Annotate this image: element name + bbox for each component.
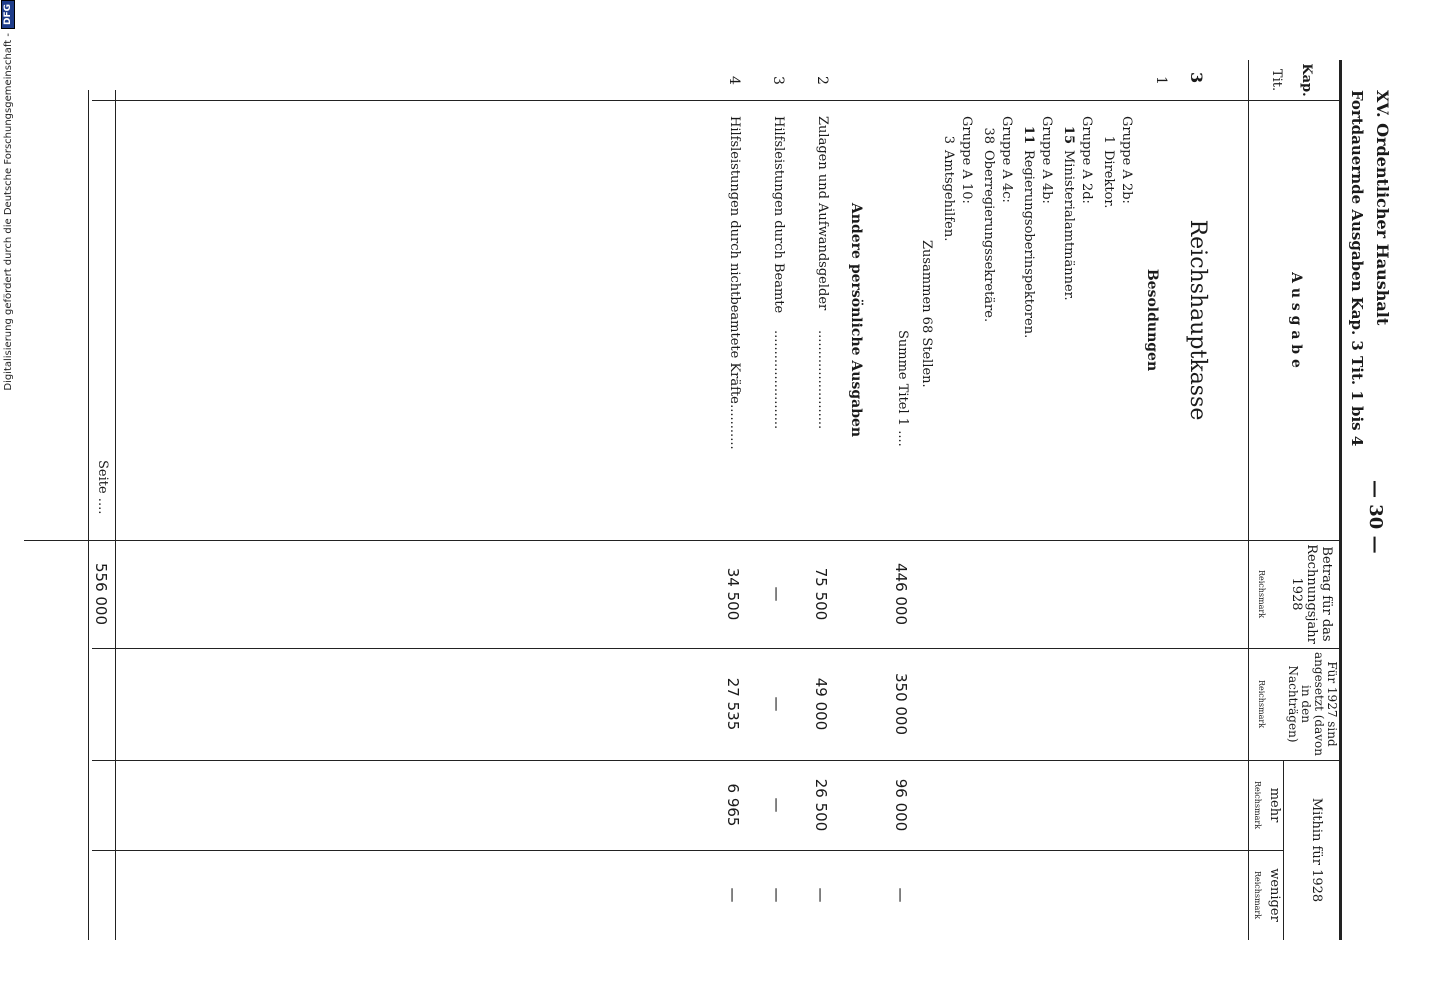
- mithin-header: Mithin für 1928: [1309, 797, 1324, 903]
- group-label: Ministerialamtmänner.: [1061, 150, 1076, 301]
- weniger-header: weniger: [1267, 868, 1282, 922]
- group-count: 11: [1021, 125, 1036, 144]
- weniger-value: —: [724, 887, 742, 903]
- title-label: Hilfsleistungen durch nichtbeamtete Kräfte: [727, 116, 742, 404]
- leader-dots: ........................: [815, 330, 830, 430]
- subtitle-heading: Fortdauernde Ausgaben Kap. 3 Tit. 1 bis 4: [1348, 90, 1366, 447]
- tit-number-1: 1: [1153, 76, 1169, 85]
- seite-top-rule: [115, 90, 116, 940]
- group-label: Amtsgehilfen.: [941, 150, 956, 242]
- group-line: Gruppe A 10:: [959, 116, 974, 204]
- tit-number-2: 2: [814, 76, 830, 85]
- mehr-value: 26 500: [812, 778, 830, 832]
- group-line: Gruppe A 4b:: [1039, 116, 1054, 204]
- mehr-header: mehr: [1267, 787, 1282, 823]
- title-label: Zulagen und Aufwandsgelder: [815, 116, 830, 311]
- group-label: Regierungsoberinspektoren.: [1021, 150, 1036, 339]
- mehr-currency: Reichsmark: [1253, 780, 1262, 830]
- ausgabe-header: A u s g a b e: [1288, 272, 1304, 368]
- angesetzt-value: 49 000: [812, 677, 830, 731]
- group-line: Gruppe A 2b:: [1119, 116, 1134, 204]
- header-bottom-rule: [1248, 60, 1249, 940]
- mehr-column-rule: [92, 850, 1284, 851]
- chapter-title: Reichshauptkasse: [1185, 219, 1210, 421]
- footer-credit: [0, 0, 16, 1000]
- group-label: Oberregierungssekretäre.: [981, 150, 996, 323]
- mehr-value: —: [768, 797, 786, 813]
- volume-heading: XV. Ordentlicher Haushalt: [1373, 90, 1392, 326]
- group-count: 1: [1101, 135, 1116, 144]
- section-besoldungen: Besoldungen: [1144, 268, 1160, 372]
- angesetzt-header: Für 1927 sind angesetzt (davon in den Nachträgen): [1286, 652, 1339, 756]
- betrag-value: 446 000: [892, 562, 910, 626]
- mehr-value: 6 965: [724, 783, 742, 827]
- betrag-value: 34 500: [724, 567, 742, 621]
- kap-header: Kap.: [1299, 63, 1314, 97]
- group-count: 38: [981, 127, 996, 144]
- tit-header: Tit.: [1269, 68, 1284, 92]
- section-andere: Andere persönliche Ausgaben: [848, 202, 864, 438]
- betrag-value: 75 500: [812, 567, 830, 621]
- footer-text: Digitalisierung gefördert durch die Deutsche Forschungsgemeinschaft -: [2, 33, 14, 391]
- group-line: Gruppe A 2d:: [1079, 116, 1094, 204]
- title-label: Hilfsleistungen durch Beamte: [771, 116, 786, 314]
- tit-number-3: 3: [770, 76, 786, 85]
- tit-number-4: 4: [726, 76, 742, 85]
- dfg-logo: DFG: [1, 0, 15, 29]
- group-line: Gruppe A 4c:: [999, 116, 1014, 203]
- betrag-currency: Reichsmark: [1257, 569, 1266, 619]
- page-bottom-rule: [88, 90, 89, 940]
- seite-betrag: 556 000: [92, 562, 110, 626]
- zusammen-line: Zusammen 68 Stellen.: [919, 240, 934, 388]
- table-top-rule: [1339, 60, 1342, 940]
- betrag-column-rule: [92, 648, 1342, 649]
- weniger-value: —: [812, 887, 830, 903]
- mehr-value: 96 000: [892, 778, 910, 832]
- angesetzt-value: —: [768, 696, 786, 712]
- angesetzt-value: 27 535: [724, 677, 742, 731]
- mithin-split-rule: [1283, 760, 1284, 940]
- leader-dots: ............: [727, 400, 742, 450]
- summe-titel-1: Summe Titel 1 ....: [895, 330, 910, 447]
- group-count: 3: [941, 135, 956, 144]
- weniger-currency: Reichsmark: [1253, 870, 1262, 920]
- leader-dots: ........................: [771, 330, 786, 430]
- betrag-header: Betrag für das Rechnungsjahr 1928: [1289, 544, 1334, 644]
- weniger-value: —: [892, 887, 910, 903]
- angesetzt-currency: Reichsmark: [1257, 679, 1266, 729]
- ausgabe-column-rule: [24, 540, 1342, 541]
- group-label: Direktor.: [1101, 150, 1116, 209]
- weniger-value: —: [768, 887, 786, 903]
- group-count: 15: [1061, 125, 1076, 144]
- chapter-number: 3: [1187, 72, 1206, 84]
- angesetzt-value: 350 000: [892, 672, 910, 736]
- page-number: — 30 —: [1365, 480, 1386, 554]
- seite-label: Seite ....: [95, 460, 110, 515]
- betrag-value: —: [768, 586, 786, 602]
- angesetzt-column-rule: [92, 760, 1342, 761]
